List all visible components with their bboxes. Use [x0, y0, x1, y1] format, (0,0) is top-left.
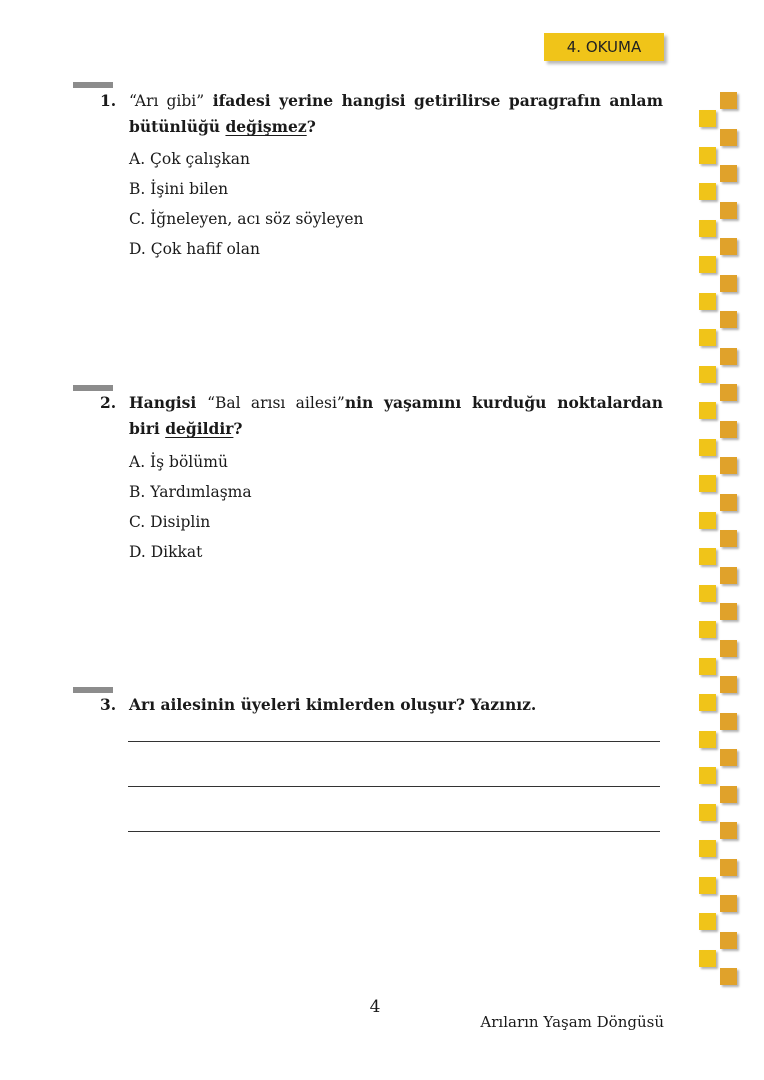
decorative-square: [720, 421, 737, 438]
option-a[interactable]: A. İş bölümü: [129, 453, 228, 471]
decorative-square: [699, 475, 716, 492]
page-number: 4: [369, 997, 381, 1017]
decorative-square: [699, 731, 716, 748]
decorative-square: [720, 640, 737, 657]
decorative-square: [699, 767, 716, 784]
decorative-square: [699, 256, 716, 273]
decorative-square: [699, 658, 716, 675]
decorative-square: [699, 110, 716, 127]
decorative-square: [699, 366, 716, 383]
decorative-square: [699, 512, 716, 529]
decorative-square: [720, 786, 737, 803]
decorative-square: [699, 183, 716, 200]
question-1-mark: ?: [306, 117, 316, 136]
decorative-square: [720, 530, 737, 547]
decorative-square: [720, 603, 737, 620]
question-1-number: 1.: [100, 91, 117, 110]
question-2-quote: “Bal arısı ailesi”: [207, 394, 345, 412]
answer-line-3[interactable]: [128, 831, 660, 832]
decorative-square: [699, 950, 716, 967]
decorative-square: [720, 749, 737, 766]
question-2: [100, 390, 663, 442]
question-3: [100, 692, 663, 717]
question-1-stem: [129, 88, 663, 140]
decorative-square: [720, 494, 737, 511]
question-1-options: [129, 148, 364, 268]
decorative-square: [720, 348, 737, 365]
question-1: [100, 88, 663, 140]
decorative-square: [720, 165, 737, 182]
decorative-square: [699, 548, 716, 565]
decorative-square: [699, 877, 716, 894]
decorative-square: [720, 713, 737, 730]
decorative-square: [720, 129, 737, 146]
question-2-lead: Hangisi: [129, 393, 208, 412]
decorative-square: [720, 859, 737, 876]
decorative-square: [720, 238, 737, 255]
decorative-square: [720, 384, 737, 401]
decorative-square: [720, 567, 737, 584]
option-b[interactable]: B. Yardımlaşma: [129, 483, 252, 501]
decorative-square: [699, 585, 716, 602]
option-c[interactable]: C. İğneleyen, acı söz söyleyen: [129, 210, 364, 228]
question-2-number: 2.: [100, 393, 117, 412]
decorative-square: [699, 804, 716, 821]
decorative-square: [720, 932, 737, 949]
question-2-options: [129, 451, 252, 571]
decorative-square: [699, 147, 716, 164]
decorative-square: [699, 439, 716, 456]
decorative-square: [699, 913, 716, 930]
answer-line-2[interactable]: [128, 786, 660, 787]
decorative-square: [720, 275, 737, 292]
decorative-square: [699, 621, 716, 638]
decorative-square: [699, 402, 716, 419]
option-d[interactable]: D. Dikkat: [129, 543, 203, 561]
option-b[interactable]: B. İşini bilen: [129, 180, 229, 198]
decorative-square: [720, 822, 737, 839]
decorative-square: [699, 840, 716, 857]
question-1-emphasis: değişmez: [225, 117, 307, 136]
question-1-text: ifadesi yerine hangisi getirilirse paragrafın anlam bütünlüğü: [129, 91, 663, 136]
section-tag: 4. OKUMA: [544, 33, 664, 61]
decorative-square: [699, 694, 716, 711]
question-2-emphasis: değildir: [165, 419, 234, 438]
question-2-stem: [129, 390, 663, 442]
option-c[interactable]: C. Disiplin: [129, 513, 211, 531]
answer-line-1[interactable]: [128, 741, 660, 742]
question-3-stem: Arı ailesinin üyeleri kimlerden oluşur? Yazınız.: [129, 695, 537, 714]
decorative-square: [720, 202, 737, 219]
question-2-mark: ?: [233, 419, 243, 438]
decorative-square: [720, 968, 737, 985]
option-d[interactable]: D. Çok hafif olan: [129, 240, 260, 258]
decorative-square: [720, 311, 737, 328]
question-3-number: 3.: [100, 695, 117, 714]
decorative-square: [720, 895, 737, 912]
decorative-square: [699, 220, 716, 237]
decorative-square: [699, 293, 716, 310]
question-1-quote: “Arı gibi”: [129, 92, 205, 110]
decorative-square: [699, 329, 716, 346]
decorative-square: [720, 457, 737, 474]
decorative-square: [720, 676, 737, 693]
footer-title: Arıların Yaşam Döngüsü: [480, 1013, 664, 1031]
question-2-text: nin yaşamını kurduğu noktalardan biri: [129, 393, 663, 438]
option-a[interactable]: A. Çok çalışkan: [129, 150, 250, 168]
decorative-square: [720, 92, 737, 109]
